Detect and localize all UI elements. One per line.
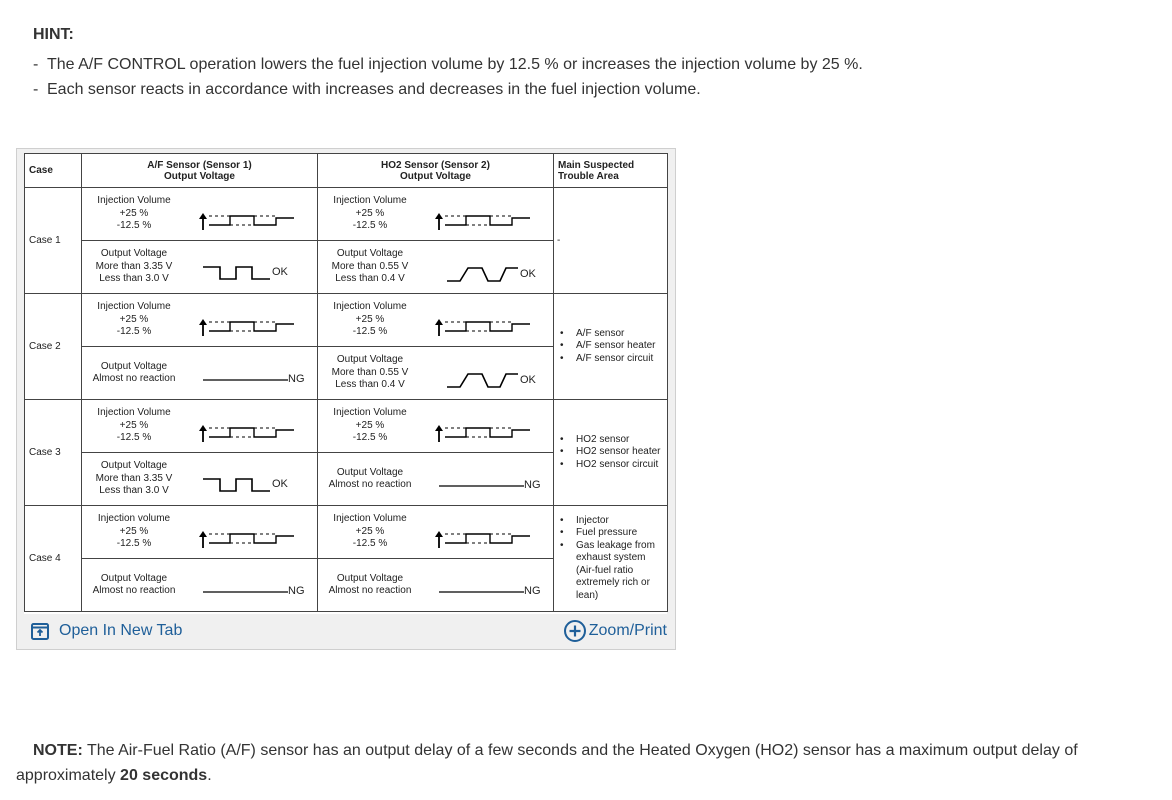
ho2-sensor-cell bbox=[318, 506, 554, 612]
figure-footer bbox=[17, 615, 675, 649]
af-output-ok-waveform bbox=[186, 241, 316, 293]
injection-volume-waveform bbox=[422, 294, 552, 346]
trouble-item: • Fuel pressure bbox=[564, 527, 667, 540]
cell-label: Output Voltage Almost no reaction bbox=[328, 466, 412, 490]
note-section: NOTE: The Air-Fuel Ratio (A/F) sensor has an output delay of a few seconds and the Heated Oxygen (HO2) sensor has a maximum output delay of approximately 20 seconds. bbox=[16, 742, 1078, 784]
trouble-item: • A/F sensor bbox=[564, 328, 667, 341]
cell-label: Injection Volume +25 % -12.5 % bbox=[97, 195, 171, 232]
note-label: NOTE: bbox=[33, 742, 83, 759]
cell-label: Injection Volume +25 % -12.5 % bbox=[97, 301, 171, 338]
cell-label: Injection Volume +25 % -12.5 % bbox=[333, 513, 407, 550]
af-output-ok-waveform bbox=[186, 453, 316, 505]
cell-label: Output Voltage Almost no reaction bbox=[92, 360, 176, 384]
ho2-sensor-cell bbox=[318, 294, 554, 400]
header-trouble-area: Main Suspected Trouble Area bbox=[554, 154, 668, 188]
trouble-area-cell bbox=[554, 294, 668, 400]
ho2-output-ok-waveform bbox=[422, 241, 552, 293]
zoom-plus-icon bbox=[563, 619, 587, 643]
injection-volume-waveform bbox=[186, 294, 316, 346]
injection-volume-waveform bbox=[186, 400, 316, 452]
result-badge: NG bbox=[524, 479, 541, 491]
ho2-sensor-cell bbox=[318, 188, 554, 294]
cell-label: Output Voltage More than 0.55 V Less than 0.4 V bbox=[331, 354, 409, 391]
case-label: Case 1 bbox=[25, 188, 82, 294]
hint-line-2: - Each sensor reacts in accordance with increases and decreases in the fuel injection volume. bbox=[33, 81, 701, 98]
injection-volume-waveform bbox=[422, 188, 552, 240]
result-badge: OK bbox=[272, 478, 288, 490]
injection-volume-waveform bbox=[186, 506, 316, 558]
table-row bbox=[25, 188, 668, 294]
result-badge: NG bbox=[288, 373, 305, 385]
result-badge: OK bbox=[520, 374, 536, 386]
result-badge: OK bbox=[520, 268, 536, 280]
table-header-row bbox=[25, 154, 668, 188]
trouble-item: • Injector bbox=[564, 515, 667, 528]
case-label: Case 4 bbox=[25, 506, 82, 612]
zoom-print-link[interactable]: Zoom/Print bbox=[563, 619, 667, 643]
injection-volume-waveform bbox=[422, 400, 552, 452]
cell-label: Output Voltage Almost no reaction bbox=[92, 572, 176, 596]
result-badge: OK bbox=[272, 266, 288, 278]
af-sensor-cell bbox=[82, 188, 318, 294]
hint-section bbox=[33, 26, 1133, 102]
diagnostic-table-figure bbox=[16, 148, 676, 650]
af-sensor-cell bbox=[82, 400, 318, 506]
af-sensor-cell bbox=[82, 506, 318, 612]
cell-label: Output Voltage Almost no reaction bbox=[328, 572, 412, 596]
header-af-sensor: A/F Sensor (Sensor 1) Output Voltage bbox=[82, 154, 318, 188]
header-ho2-sensor: HO2 Sensor (Sensor 2) Output Voltage bbox=[318, 154, 554, 188]
open-new-tab-icon bbox=[31, 623, 49, 640]
cell-label: Injection Volume +25 % -12.5 % bbox=[333, 301, 407, 338]
trouble-item: • A/F sensor heater bbox=[564, 340, 667, 353]
case-label: Case 2 bbox=[25, 294, 82, 400]
hint-line-1: - The A/F CONTROL operation lowers the fuel injection volume by 12.5 % or increases the injection volume by 25 %. bbox=[33, 56, 863, 73]
table-row bbox=[25, 506, 668, 612]
hint-title: HINT: bbox=[33, 26, 74, 43]
table-row bbox=[25, 400, 668, 506]
table-row bbox=[25, 294, 668, 400]
cell-label: Output Voltage More than 0.55 V Less than 0.4 V bbox=[331, 248, 409, 285]
result-badge: NG bbox=[288, 585, 305, 597]
header-case: Case bbox=[25, 154, 82, 188]
cell-label: Injection volume +25 % -12.5 % bbox=[97, 513, 171, 550]
trouble-area-cell bbox=[554, 506, 668, 612]
trouble-area-cell: - bbox=[554, 188, 668, 294]
note-bold-value: 20 seconds bbox=[120, 767, 208, 784]
case-label: Case 3 bbox=[25, 400, 82, 506]
cell-label: Output Voltage More than 3.35 V Less than 3.0 V bbox=[95, 460, 173, 497]
ho2-sensor-cell bbox=[318, 400, 554, 506]
trouble-item: • A/F sensor circuit bbox=[564, 353, 667, 366]
diagnostic-table bbox=[24, 153, 668, 612]
trouble-area-cell bbox=[554, 400, 668, 506]
open-in-new-tab-link[interactable]: Open In New Tab bbox=[31, 622, 182, 640]
result-badge: NG bbox=[524, 585, 541, 597]
ho2-output-ok-waveform bbox=[422, 347, 552, 399]
cell-label: Injection Volume +25 % -12.5 % bbox=[333, 195, 407, 232]
injection-volume-waveform bbox=[186, 188, 316, 240]
trouble-item: • HO2 sensor circuit bbox=[564, 459, 667, 472]
trouble-item: • Gas leakage from exhaust system (Air-fuel ratio extremely rich or lean) bbox=[564, 540, 667, 603]
cell-label: Injection Volume +25 % -12.5 % bbox=[97, 407, 171, 444]
injection-volume-waveform bbox=[422, 506, 552, 558]
trouble-item: • HO2 sensor bbox=[564, 434, 667, 447]
cell-label: Injection Volume +25 % -12.5 % bbox=[333, 407, 407, 444]
cell-label: Output Voltage More than 3.35 V Less than 3.0 V bbox=[95, 248, 173, 285]
trouble-item: • HO2 sensor heater bbox=[564, 446, 667, 459]
af-sensor-cell bbox=[82, 294, 318, 400]
